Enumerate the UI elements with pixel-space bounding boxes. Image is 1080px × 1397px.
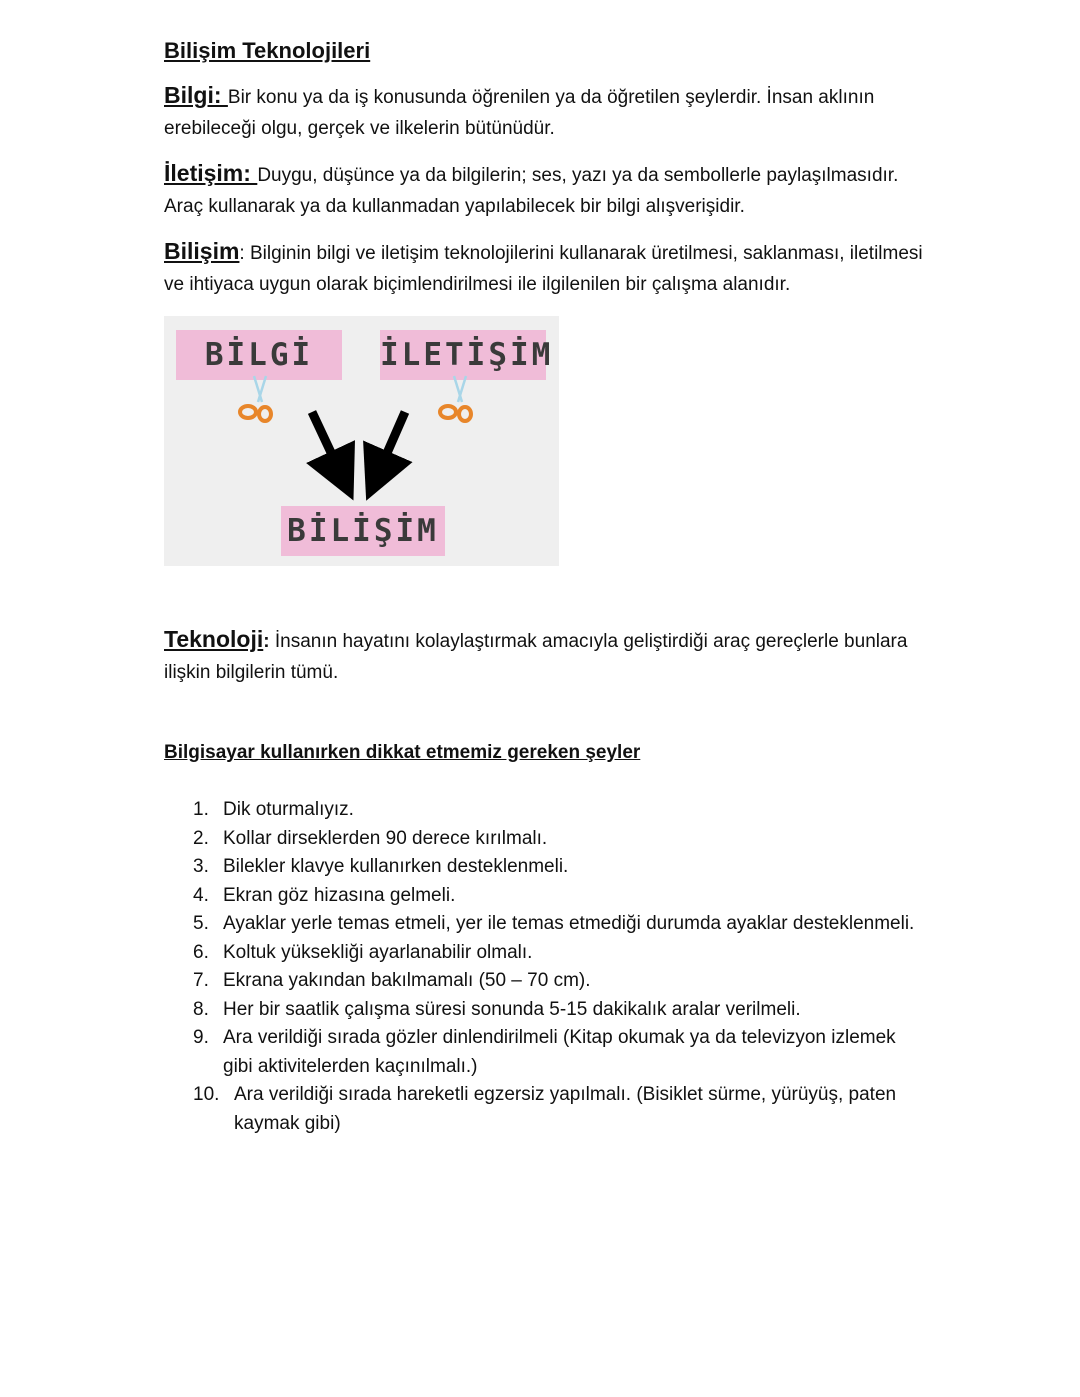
list-item — [164, 1024, 924, 1081]
item-text: Ekrana yakından bakılmamalı (50 – 70 cm). — [223, 970, 591, 991]
definition-term: İletişim: — [164, 160, 258, 186]
item-number: 4. — [193, 884, 209, 906]
definition-teknoloji — [164, 624, 924, 688]
bilisim-diagram — [164, 316, 559, 566]
definition-text: Duygu, düşünce ya da bilgilerin; ses, yazı ya da sembollerle paylaşılmasıdır. Araç kullanarak ya da kullanmadan yapılabilecek bir bilgi alışverişidir. — [164, 165, 899, 217]
item-text: Ara verildiği sırada hareketli egzersiz yapılmalı. (Bisiklet sürme, yürüyüş, paten kaymak gibi) — [234, 1084, 897, 1134]
definition-text: Bir konu ya da iş konusunda öğrenilen ya da öğretilen şeylerdir. İnsan aklının erebileceği olgu, gerçek ve ilkelerin bütünüdür. — [164, 87, 875, 139]
item-number: 5. — [193, 913, 209, 934]
item-text: Ekran göz hizasına gelmeli. — [223, 884, 456, 906]
arrow-left — [312, 412, 342, 476]
list-item — [164, 1081, 924, 1138]
list-item — [164, 967, 924, 996]
definition-suffix: : — [239, 243, 250, 264]
list-item — [164, 910, 924, 939]
document-page — [164, 38, 924, 1138]
item-number: 9. — [193, 1027, 209, 1048]
item-text: Kollar dirseklerden 90 derece kırılmalı. — [223, 827, 548, 849]
item-text: Ara verildiği sırada gözler dinlendirilmeli (Kitap okumak ya da televizyon izlemek gibi aktivitelerden kaçınılmalı.) — [223, 1027, 896, 1077]
section-title: Bilgisayar kullanırken dikkat etmemiz gereken şeyler — [164, 742, 641, 763]
item-number: 3. — [193, 856, 209, 877]
arrows-graphic — [164, 316, 559, 566]
item-number: 1. — [193, 799, 209, 820]
definition-text: İnsanın hayatını kolaylaştırmak amacıyla geliştirdiği araç gereçlerle bunlara ilişkin bilgilerin tümü. — [164, 631, 908, 683]
definition-iletisim — [164, 158, 924, 222]
definition-text: Bilginin bilgi ve iletişim teknolojilerini kullanarak üretilmesi, saklanması, iletilmesi ve ihtiyaca uygun olarak biçimlendirilmesi ile ilgilenilen bir çalışma alanıdır. — [164, 243, 923, 295]
list-item — [164, 825, 924, 854]
page-title: Bilişim Teknolojileri — [164, 38, 371, 63]
list-item — [164, 796, 924, 825]
definition-term: Bilişim — [164, 238, 240, 264]
item-text: Her bir saatlik çalışma süresi sonunda 5-15 dakikalık aralar verilmeli. — [223, 998, 801, 1020]
item-text: Koltuk yüksekliği ayarlanabilir olmalı. — [223, 941, 533, 963]
list-item — [164, 996, 924, 1025]
label-iletisim: İLETİŞİM — [380, 330, 546, 380]
arrow-right — [377, 412, 405, 476]
item-number: 7. — [193, 970, 209, 991]
item-number: 6. — [193, 941, 209, 963]
definition-term: Bilgi: — [164, 82, 228, 108]
list-item — [164, 939, 924, 968]
label-bilisim: BİLİŞİM — [281, 506, 445, 556]
definition-suffix: : — [263, 631, 275, 652]
item-text: Dik oturmalıyız. — [223, 799, 354, 820]
item-number: 2. — [193, 827, 209, 849]
item-number: 10. — [193, 1084, 220, 1105]
label-bilgi: BİLGİ — [176, 330, 342, 380]
item-number: 8. — [193, 998, 209, 1020]
item-text: Bilekler klavye kullanırken desteklenmeli. — [223, 856, 569, 877]
list-item — [164, 882, 924, 911]
definition-bilisim — [164, 236, 924, 300]
item-text: Ayaklar yerle temas etmeli, yer ile temas etmediği durumda ayaklar desteklenmeli. — [223, 913, 915, 934]
list-item — [164, 853, 924, 882]
rules-list — [164, 796, 924, 1138]
definition-term: Teknoloji — [164, 626, 264, 652]
definition-bilgi — [164, 80, 924, 144]
